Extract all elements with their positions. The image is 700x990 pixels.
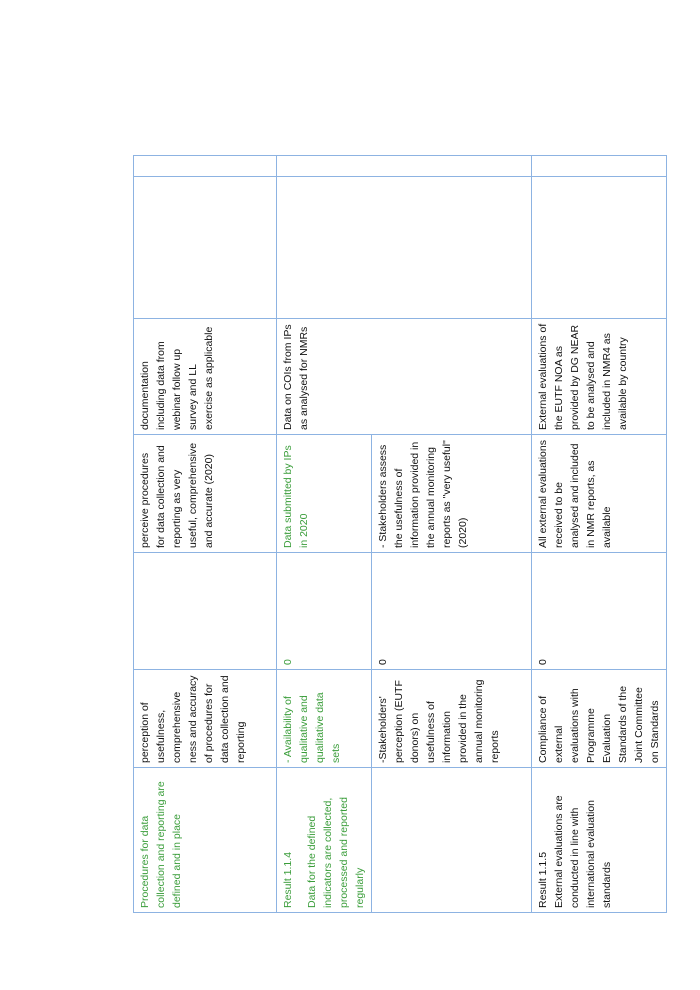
baseline-cell: 0 [277, 553, 372, 670]
table-row [134, 156, 277, 913]
result-text: Procedures for data collection and reporting are defined and in place [139, 781, 183, 908]
result-cell [134, 768, 277, 913]
result-number: Result 1.1.5 [537, 851, 549, 908]
table-row [277, 156, 372, 913]
baseline-cell: 0 [372, 553, 532, 670]
empty-cell [134, 156, 277, 177]
source-cell: External evaluations of the EUTF NOA as provided by DG NEAR to be analysed and included in NMR4 as available by country [532, 319, 667, 435]
indicator-cell: Compliance of external evaluations with Programme Evaluation Standards of the Joint Committee on Standards [532, 670, 667, 768]
empty-cell [277, 156, 532, 177]
result-text: Data for the defined indicators are collected, processed and reported regularly [306, 797, 366, 908]
indicator-cell: -Stakeholders' perception (EUTF donors) on usefulness of information provided in the annual monitoring reports [372, 670, 532, 768]
rotated-logframe-table [133, 156, 661, 913]
baseline-cell [134, 553, 277, 670]
empty-cell [532, 177, 667, 319]
empty-cell [277, 177, 532, 319]
source-cell: documentation including data from webinar follow up survey and LL exercise as applicable [134, 319, 277, 435]
table-row [532, 156, 667, 913]
result-number: Result 1.1.4 [282, 851, 294, 908]
empty-cell [532, 156, 667, 177]
target-cell: All external evaluations received to be analysed and included in NMR reports, as available [532, 435, 667, 553]
baseline-cell: 0 [532, 553, 667, 670]
indicator-cell: - Availability of qualitative and qualitative data sets [277, 670, 372, 768]
target-cell: perceive procedures for data collection and reporting as very useful, comprehensive and accurate (2020) [134, 435, 277, 553]
result-cell [532, 768, 667, 913]
result-cell [277, 768, 372, 913]
target-cell: Data submitted by IPs in 2020 [277, 435, 372, 553]
result-text: External evaluations are conducted in line with international evaluation standards [553, 795, 613, 908]
empty-cell [134, 177, 277, 319]
logframe-table [133, 155, 667, 913]
indicator-cell: perception of usefulness, comprehensive ness and accuracy of procedures for data collection and reporting [134, 670, 277, 768]
source-cell: Data on COIs from IPs as analysed for NMRs [277, 319, 532, 435]
target-cell: - Stakeholders assess the usefulness of information provided in the annual monitoring reports as "very useful" (2020) [372, 435, 532, 553]
result-cell [372, 768, 532, 913]
